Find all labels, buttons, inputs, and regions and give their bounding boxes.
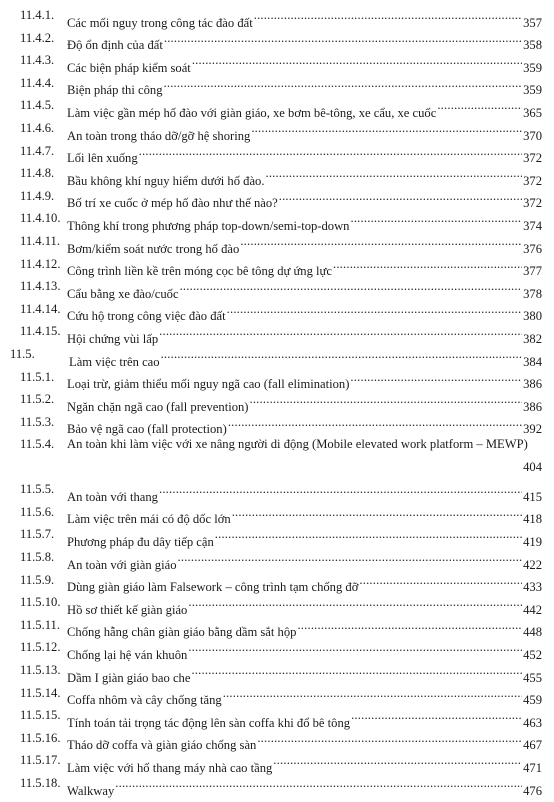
toc-entry-title: Làm việc trên cao [69,354,160,369]
toc-entry[interactable] [0,636,554,663]
toc-entry-number: 11.4.3. [20,53,55,68]
toc-dot-leader [232,501,522,524]
toc-entry-page: 382 [523,331,542,346]
toc-entry[interactable] [0,253,554,279]
toc-entry-title: Làm việc trên mái có độ dốc lớn [67,512,231,527]
toc-entry-title: Phương pháp đu dây tiếp cận [67,535,214,550]
toc-dot-leader [164,27,522,50]
toc-entry-number: 11.5.9. [20,572,55,587]
toc-entry-title: Biện pháp thi công [67,83,163,98]
toc-dot-leader [223,682,522,705]
toc-entry-page: 359 [523,83,542,98]
toc-entry-page: 370 [523,128,542,143]
toc-entry[interactable] [0,366,554,392]
toc-entry-page: 404 [523,459,542,474]
toc-entry-number: 11.5.3. [20,414,55,429]
toc-entry[interactable] [0,140,554,166]
toc-entry-page: 463 [523,715,542,730]
toc-dot-leader [159,320,522,343]
toc-entry-number: 11.5.10. [20,595,61,610]
toc-dot-leader [333,253,522,276]
toc-entry[interactable] [0,388,554,414]
toc-entry-page: 471 [523,761,542,775]
toc-entry-title: Các mối nguy trong công tác đào đất [67,15,253,30]
toc-entry-title: Loại trừ, giảm thiểu mối nguy ngã cao (fall elimination) [67,377,350,392]
toc-entry-number: 11.5.1. [20,369,55,384]
toc-entry[interactable] [0,185,554,211]
toc-dot-leader [257,727,522,750]
toc-entry-page: 365 [523,105,542,120]
toc-entry-number: 11.5.18. [20,776,61,790]
toc-entry-number: 11.4.6. [20,120,55,135]
toc-entry-number: 11.5.2. [20,392,55,407]
toc-entry-page: 372 [523,173,542,188]
toc-entry[interactable] [0,49,554,75]
toc-entry-page: 422 [523,557,542,572]
toc-dot-leader [227,298,522,321]
toc-dot-leader [240,230,522,253]
toc-dot-leader [279,185,522,208]
toc-entry[interactable] [0,727,554,753]
toc-entry-number: 11.4.9. [20,188,55,203]
toc-dot-leader [350,207,522,230]
toc-dot-leader [215,523,522,546]
toc-entry-page: 415 [523,489,542,504]
toc-dot-leader [359,569,522,592]
toc-dot-leader [164,72,523,95]
toc-dot-leader [180,275,523,298]
toc-entry[interactable] [0,94,554,120]
toc-entry-number: 11.4.12. [20,256,61,271]
toc-dot-leader [251,117,522,140]
toc-entry-page: 376 [523,241,542,256]
toc-entry-page: 459 [523,693,542,708]
toc-entry-title: Cẩu bằng xe đào/cuốc [67,286,179,301]
toc-entry-title: Bảo vệ ngã cao (fall protection) [67,422,227,437]
toc-entry-number: 11.4.5. [20,98,55,113]
toc-dot-leader [161,343,523,366]
toc-entry-number: 11.5.5. [20,482,55,497]
toc-entry[interactable] [0,772,554,798]
toc-entry[interactable] [0,207,554,233]
table-of-contents [0,4,554,798]
toc-entry[interactable] [0,320,554,346]
toc-entry-number: 11.5.6. [20,504,55,519]
toc-entry-title: Ngăn chặn ngã cao (fall prevention) [67,399,249,414]
toc-dot-leader [192,49,522,72]
toc-entry-number: 11.4.1. [20,8,55,22]
toc-dot-leader [437,94,522,117]
toc-entry-title: Chống hẫng chân giàn giáo bằng dầm sắt hộp [67,625,297,640]
toc-entry-title: Dùng giàn giáo làm Falsework – công trình tạm chống đỡ [67,580,359,595]
toc-entry-title: Bơm/kiểm soát nước trong hố đào [67,241,240,256]
toc-entry-title: Lối lên xuống [67,151,138,166]
toc-entry-page: 448 [523,625,542,640]
toc-dot-leader [265,162,522,185]
toc-entry-number: 11.5.7. [20,527,55,542]
toc-entry-page: 455 [523,670,542,685]
toc-entry[interactable] [0,546,554,572]
toc-entry-title: Coffa nhôm và cây chống tăng [67,693,222,708]
toc-entry[interactable] [0,614,554,640]
toc-entry-title: Walkway [67,783,115,798]
toc-entry-title: Thông khí trong phương pháp top-down/semi-top-down [67,218,350,233]
toc-entry-page: 392 [523,422,542,437]
toc-entry-page: 372 [523,151,542,166]
toc-entry[interactable] [0,659,554,685]
toc-entry-title: Tính toán tải trọng tác động lên sàn coffa khi đổ bê tông [67,715,351,730]
toc-entry-title: Cứu hộ trong công việc đào đất [67,309,226,324]
toc-entry-title: Các biện pháp kiểm soát [67,60,191,75]
toc-entry[interactable] [0,72,554,98]
toc-entry-page: 418 [523,512,542,527]
toc-entry-number: 11.5.11. [20,617,60,632]
toc-entry-page: 378 [523,286,542,301]
toc-entry[interactable] [0,682,554,708]
toc-entry-title: Hội chứng vùi lấp [67,331,159,346]
toc-entry-page: 442 [523,602,542,617]
toc-entry[interactable] [0,4,554,30]
toc-dot-leader [249,388,522,411]
toc-entry[interactable] [0,275,554,301]
toc-dot-leader [139,140,522,163]
toc-entry-number: 11.4.14. [20,301,61,316]
toc-entry-title: Chống lại hệ ván khuôn [67,648,188,663]
toc-dot-leader [350,366,522,389]
toc-dot-leader [297,614,522,637]
toc-entry-title: Hồ sơ thiết kế giàn giáo [67,602,188,617]
toc-entry-page: 467 [523,738,542,753]
toc-dot-leader [351,704,522,727]
toc-entry[interactable] [0,501,554,527]
toc-dot-leader [273,749,522,772]
toc-entry-page: 476 [523,783,542,798]
toc-entry[interactable] [0,523,554,550]
toc-entry-page: 357 [523,15,542,30]
toc-entry-page: 452 [523,648,542,663]
toc-entry-title: An toàn khi làm việc với xe nâng người di động (Mobile elevated work platform – MEWP) [67,437,528,452]
toc-section-entry[interactable] [0,343,554,369]
toc-entry-page: 419 [523,535,542,550]
toc-dot-leader [254,4,522,27]
toc-dot-leader [188,636,522,659]
toc-entry-title: Độ ổn định của đất [67,38,163,53]
toc-entry-number: 11.5.8. [20,550,55,565]
toc-entry-number: 11.5. [10,346,35,361]
toc-entry-line [67,433,542,456]
toc-entry-number: 11.5.14. [20,685,61,700]
toc-dot-leader [115,772,522,795]
toc-dot-leader [228,411,522,434]
toc-entry[interactable] [0,298,554,324]
toc-entry-number: 11.4.2. [20,30,55,45]
toc-entry[interactable] [0,478,554,504]
toc-dot-leader [178,546,523,569]
toc-entry-number: 11.4.11. [20,233,60,248]
toc-entry-page: 386 [523,399,542,414]
toc-entry-title: Bố trí xe cuốc ở mép hố đào như thế nào? [67,196,278,211]
toc-dot-leader [159,478,522,501]
toc-entry[interactable] [0,162,554,188]
toc-entry-number: 11.4.4. [20,75,55,90]
toc-entry-title: Công trình liền kề trên móng cọc bê tông dự ứng lực [67,264,332,279]
toc-entry-number: 11.5.17. [20,753,61,768]
toc-entry-page: 358 [523,38,542,53]
toc-entry-title: An toàn với giàn giáo [67,557,177,572]
toc-entry-number: 11.5.13. [20,663,61,678]
toc-entry-page: 433 [523,580,542,595]
toc-entry-page: 359 [523,60,542,75]
toc-entry-page: 380 [523,309,542,324]
toc-entry-page: 377 [523,264,542,279]
toc-entry[interactable] [0,117,554,143]
toc-entry-number: 11.5.15. [20,708,61,723]
toc-entry[interactable] [0,411,554,437]
toc-entry-number: 11.4.7. [20,143,55,158]
toc-entry-title: An toàn với thang [67,489,158,504]
toc-entry-line [67,772,542,802]
toc-entry[interactable] [0,704,554,730]
toc-entry-number: 11.5.16. [20,730,61,745]
toc-entry-page: 372 [523,196,542,211]
toc-entry-title: Tháo dỡ coffa và giàn giáo chống sàn [67,738,257,753]
toc-entry-title: Làm việc với hố thang máy nhà cao tầng [67,761,273,775]
toc-entry-number: 11.4.15. [20,324,61,339]
toc-entry[interactable] [0,230,554,256]
toc-dot-leader [191,659,522,682]
toc-entry[interactable] [0,749,554,775]
toc-entry-number: 11.5.12. [20,640,61,655]
toc-entry-page: 386 [523,377,542,392]
toc-entry-number: 11.4.8. [20,166,55,181]
toc-entry[interactable] [0,27,554,53]
toc-entry[interactable] [0,433,554,478]
toc-entry-title: Làm việc gần mép hố đào với giàn giáo, xe bơm bê-tông, xe cẩu, xe cuốc [67,105,437,120]
toc-entry-number: 11.4.13. [20,279,61,294]
toc-entry-number: 11.5.4. [20,437,55,452]
toc-entry-number: 11.4.10. [20,211,61,226]
toc-dot-leader [188,591,522,614]
toc-entry-title: Dầm I giàn giáo bao che [67,670,191,685]
toc-entry-title: Bầu không khí nguy hiểm dưới hố đào. [67,173,265,188]
toc-entry-page: 374 [523,218,542,233]
toc-entry[interactable] [0,569,554,595]
toc-entry-page: 384 [523,354,542,369]
toc-entry-title: An toàn trong tháo dỡ/gỡ hệ shoring [67,128,251,143]
toc-entry[interactable] [0,591,554,617]
